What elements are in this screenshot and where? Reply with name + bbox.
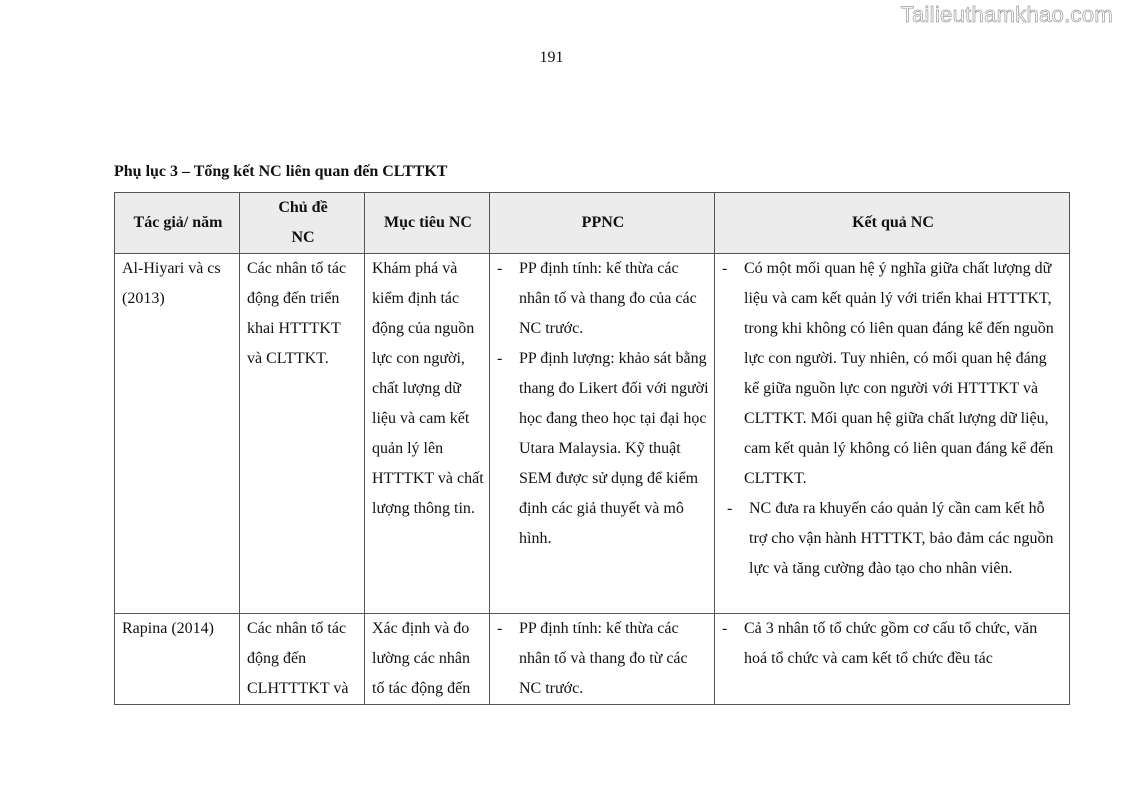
table-header-row [115, 193, 1070, 254]
cell-objective: Khám phá và kiểm định tác động của nguồn lực con người, chất lượng dữ liệu và cam kết quản lý lên HTTTKT và chất lượng thông tin. [365, 254, 490, 614]
header-topic-line2: NC [291, 229, 315, 246]
header-topic-line1: Chủ đề [278, 199, 328, 216]
header-author: Tác giả/ năm [115, 193, 240, 254]
list-item [722, 254, 1064, 494]
literature-summary-table [114, 192, 1070, 705]
method-text: PP định tính: kế thừa các nhân tố và thang đo của các NC trước. [519, 260, 697, 337]
bullet-dash: - [722, 620, 728, 637]
page-number: 191 [539, 49, 564, 66]
header-topic [240, 193, 365, 254]
result-list [722, 614, 1064, 674]
cell-author: Al-Hiyari và cs (2013) [115, 254, 240, 614]
header-method: PPNC [490, 193, 715, 254]
header-objective: Mục tiêu NC [365, 193, 490, 254]
result-text: Có một mối quan hệ ý nghĩa giữa chất lượng dữ liệu và cam kết quản lý với triển khai HTTTKT, trong khi không có liên quan đáng kể đến nguồn lực con người. Tuy nhiên, có mối quan hệ đáng kể giữa nguồn lực con người với HTTTKT và CLTTKT. Mối quan hệ giữa chất lượng dữ liệu, cam kết quản lý không có liên quan đáng kể đến CLTTKT. [744, 260, 1054, 487]
list-item [497, 344, 709, 554]
table-caption: Phụ lục 3 – Tổng kết NC liên quan đến CLTTKT [114, 163, 448, 180]
cell-topic: Các nhân tố tác động đến triển khai HTTTKT và CLTTKT. [240, 254, 365, 614]
cell-objective: Xác định và đo lường các nhân tố tác động đến [365, 614, 490, 705]
list-item [497, 254, 709, 344]
result-list [722, 254, 1064, 584]
cell-method [490, 254, 715, 614]
table-row [115, 614, 1070, 705]
table-row [115, 254, 1070, 614]
result-text: Cả 3 nhân tố tổ chức gồm cơ cấu tổ chức, văn hoá tổ chức và cam kết tổ chức đều tác [744, 620, 1038, 667]
method-list [497, 614, 709, 704]
result-text: NC đưa ra khuyến cáo quản lý cần cam kết hỗ trợ cho vận hành HTTTKT, bảo đảm các nguồn lực và tăng cường đào tạo cho nhân viên. [749, 500, 1054, 577]
cell-result [715, 614, 1070, 705]
cell-result [715, 254, 1070, 614]
header-result: Kết quả NC [715, 193, 1070, 254]
method-text: PP định tính: kế thừa các nhân tố và thang đo từ các NC trước. [519, 620, 688, 697]
method-list [497, 254, 709, 554]
watermark: Tailieuthamkhao.com [900, 2, 1113, 27]
bullet-dash: - [497, 620, 503, 637]
cell-author: Rapina (2014) [115, 614, 240, 705]
bullet-dash: - [722, 260, 728, 277]
bullet-dash: - [497, 350, 503, 367]
list-item [497, 614, 709, 704]
list-item [722, 614, 1064, 674]
method-text: PP định lượng: khảo sát bằng thang đo Likert đối với người học đang theo học tại đại học Utara Malaysia. Kỹ thuật SEM được sử dụng để kiểm định các giả thuyết và mô hình. [519, 350, 709, 547]
bullet-dash: - [497, 260, 503, 277]
cell-topic: Các nhân tố tác động đến CLHTTTKT và [240, 614, 365, 705]
list-item [722, 494, 1064, 584]
cell-method [490, 614, 715, 705]
bullet-dash: - [727, 500, 733, 517]
